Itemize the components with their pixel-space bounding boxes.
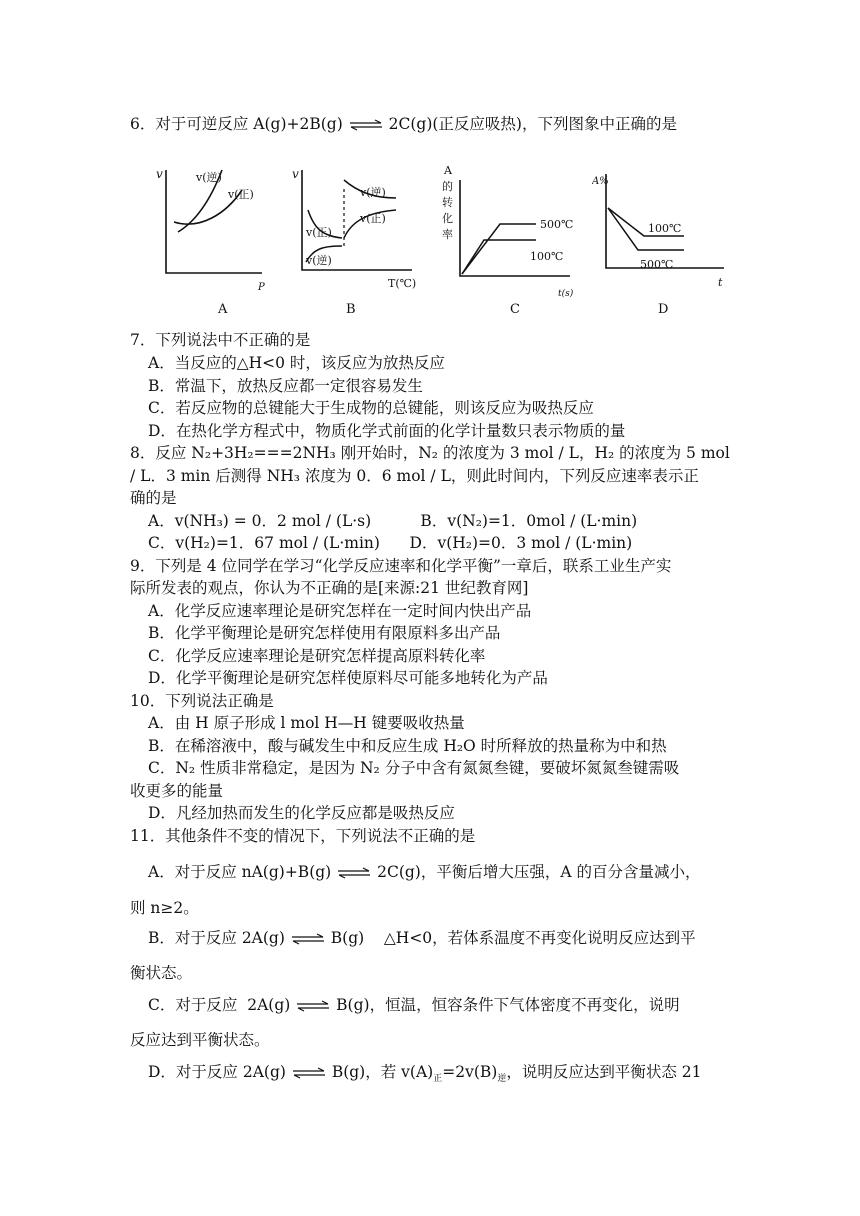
q11-d-subscript-forward: 正: [433, 1074, 443, 1085]
q9-option-b: B．化学平衡理论是研究怎样使用有限原料多出产品: [148, 624, 501, 642]
figure-c-x-label: t(s): [558, 289, 574, 299]
equilibrium-arrow-icon: [291, 1067, 327, 1079]
figure-c-y-char-1: A: [444, 164, 452, 177]
q11-c-text-after: B(g)，恒温，恒容条件下气体密度不再变化，说明: [336, 996, 680, 1014]
figure-b-y-label: v: [292, 167, 299, 181]
figure-a-x-label: P: [258, 282, 265, 293]
q11-option-a-cont: 则 n≥2。: [130, 899, 199, 917]
q9-option-a: A．化学反应速率理论是研究怎样在一定时间内快出产品: [148, 602, 532, 620]
q10-option-c-line-1: C．N₂ 性质非常稳定，是因为 N₂ 分子中含有氮氮叁键，要破坏氮氮叁键需吸: [148, 759, 680, 777]
equilibrium-arrow-icon: [290, 933, 326, 945]
figure-a: [150, 150, 270, 320]
q11-b-text-before: B．对于反应 2A(g): [148, 929, 285, 947]
q11-stem: 11．其他条件不变的情况下，下列说法不正确的是: [130, 827, 476, 845]
figure-b-upper-label-2: v(正): [360, 212, 386, 225]
figure-a-curve-1-label: v(逆): [196, 171, 222, 184]
equilibrium-arrow-icon: [336, 867, 372, 879]
figure-c-series-2-line: [462, 240, 536, 274]
q11-option-a: [148, 862, 700, 882]
q6-text-after: 2C(g)(正反应吸热)，下列图象中正确的是: [388, 115, 677, 133]
figure-b-upper-label-1: v(逆): [360, 186, 386, 199]
q11-d-text-mid-2: =2v(B): [442, 1063, 498, 1081]
q10-option-c-line-2: 收更多的能量: [130, 782, 224, 800]
q10-option-b: B．在稀溶液中，酸与碱发生中和反应生成 H₂O 时所释放的热量称为中和热: [148, 737, 667, 755]
q11-option-b-cont: 衡状态。: [130, 964, 193, 982]
q11-b-text-after: B(g) △H<0，若体系温度不再变化说明反应达到平: [330, 929, 696, 947]
q9-line-2: 际所发表的观点，你认为不正确的是[来源:21 世纪教育网]: [130, 579, 529, 597]
figure-d-series-2-label: 500℃: [640, 258, 674, 271]
figure-b-x-label: T(℃): [388, 277, 417, 290]
q11-option-c: [148, 995, 680, 1015]
q11-d-text-mid: B(g)，若 v(A): [331, 1063, 434, 1081]
q7-option-b: B．常温下，放热反应都一定很容易发生: [148, 377, 423, 395]
figure-d-x-label: t: [718, 276, 723, 289]
q9-line-1: 9．下列是 4 位同学在学习“化学反应速率和化学平衡”一章后，联系工业生产实: [130, 557, 672, 575]
question-6: [130, 114, 677, 134]
figure-c-y-char-3: 转: [442, 196, 453, 209]
figure-b-lower-label-2: v(逆): [306, 254, 332, 267]
q8-line-1: 8．反应 N₂+3H₂===2NH₃ 刚开始时，N₂ 的浓度为 3 mol / L，H₂ 的浓度为 5 mol: [130, 444, 730, 462]
figure-c-series-2-label: 100℃: [530, 250, 564, 263]
q8-options-cd: C．v(H₂)=1．67 mol / (L·min) D．v(H₂)=0．3 mol / (L·min): [148, 534, 633, 552]
figure-c-y-char-5: 率: [442, 228, 453, 241]
q8-options-ab: A．v(NH₃) = 0．2 mol / (L·s) B．v(N₂)=1．0mol / (L·min): [148, 512, 638, 530]
q11-a-text-after: 2C(g)，平衡后增大压强，A 的百分含量减小，: [377, 863, 701, 881]
figure-d-y-label: A%: [592, 176, 609, 187]
figure-c-caption: C: [510, 302, 520, 317]
figure-c-y-char-2: 的: [442, 180, 453, 193]
q11-d-subscript-reverse: 逆: [497, 1074, 507, 1085]
figure-c-y-char-4: 化: [442, 212, 453, 225]
q10-stem: 10．下列说法正确是: [130, 692, 274, 710]
q6-text-before: 6．对于可逆反应 A(g)+2B(g): [130, 115, 343, 133]
equilibrium-arrow-icon: [295, 1000, 331, 1012]
figure-b-lower-label-1: v(正): [306, 226, 332, 239]
figure-a-caption: A: [218, 302, 228, 317]
figure-c-series-1-line: [462, 224, 536, 274]
q11-d-text-after: ，说明反应达到平衡状态 21: [506, 1063, 702, 1081]
q7-option-a: A．当反应的△H<0 时，该反应为放热反应: [148, 354, 445, 372]
figures-row: [150, 150, 740, 325]
figure-d-series-1-label: 100℃: [648, 222, 682, 235]
q8-line-2: / L．3 min 后测得 NH₃ 浓度为 0．6 mol / L，则此时间内，下列反应速率表示正: [130, 467, 699, 485]
figure-b-caption: B: [346, 302, 356, 317]
q10-option-a: A．由 H 原子形成 l mol H—H 键要吸收热量: [148, 714, 465, 732]
q11-option-b: [148, 928, 696, 948]
q9-option-d: D．化学平衡理论是研究怎样使原料尽可能多地转化为产品: [148, 669, 548, 687]
q11-a-text-before: A．对于反应 nA(g)+B(g): [148, 863, 332, 881]
figure-d-caption: D: [658, 302, 669, 317]
figure-c-series-1-label: 500℃: [540, 218, 574, 231]
q7-option-d: D．在热化学方程式中，物质化学式前面的化学计量数只表示物质的量: [148, 422, 626, 440]
figure-d: [592, 150, 742, 320]
q11-option-d: [148, 1062, 701, 1089]
figure-a-curve-2-label: v(正): [228, 188, 254, 201]
q11-c-text-before: C．对于反应 2A(g): [148, 996, 291, 1014]
q8-line-3: 确的是: [130, 489, 177, 507]
q11-d-text-before: D．对于反应 2A(g): [148, 1063, 286, 1081]
equilibrium-arrow-icon: [348, 119, 384, 131]
q7-stem: 7．下列说法中不正确的是: [130, 331, 311, 349]
q9-option-c: C．化学反应速率理论是研究怎样提高原料转化率: [148, 647, 486, 665]
q7-option-c: C．若反应物的总键能大于生成物的总键能，则该反应为吸热反应: [148, 399, 594, 417]
figure-a-y-label: v: [156, 167, 163, 181]
figure-c: [438, 150, 588, 320]
q11-option-c-cont: 反应达到平衡状态。: [130, 1031, 270, 1049]
figure-b: [288, 150, 418, 320]
q10-option-d: D．凡经加热而发生的化学反应都是吸热反应: [148, 804, 455, 822]
